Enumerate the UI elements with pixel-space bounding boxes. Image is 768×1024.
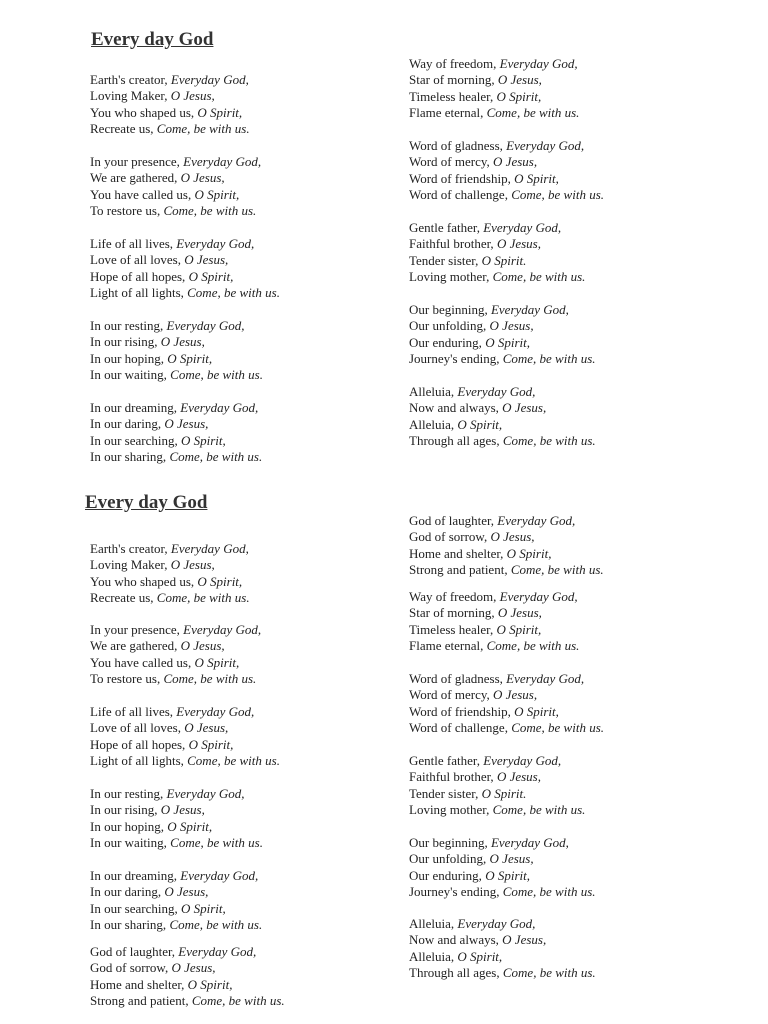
- line-response: O Spirit,: [167, 818, 213, 834]
- stanza-line: [409, 513, 604, 529]
- line-text: Loving Maker,: [90, 88, 171, 104]
- line-response: Everyday God,: [183, 622, 262, 637]
- stanza-line: [90, 917, 262, 933]
- stanza-line: [90, 541, 250, 557]
- line-response: Come, be with us.: [492, 802, 586, 818]
- line-response: Everyday God,: [499, 589, 578, 604]
- stanza-line: [409, 687, 604, 703]
- stanza-line: [409, 384, 596, 400]
- line-text: Word of friendship,: [409, 703, 515, 719]
- stanza-line: [90, 334, 263, 350]
- stanza-line: [409, 171, 604, 187]
- line-response: O Jesus,: [496, 236, 541, 252]
- line-response: Come, be with us.: [187, 753, 280, 769]
- line-text: Light of all lights,: [90, 285, 188, 301]
- stanza: [409, 220, 585, 286]
- line-text: Way of freedom,: [409, 56, 500, 71]
- line-response: Everyday God,: [457, 384, 536, 399]
- line-text: Our beginning,: [409, 835, 491, 850]
- line-response: Everyday God,: [483, 220, 562, 235]
- stanza: [90, 236, 280, 302]
- stanza-line: [409, 318, 596, 334]
- line-text: Way of freedom,: [409, 589, 500, 604]
- stanza-line: [409, 965, 596, 981]
- line-text: In our sharing,: [90, 449, 170, 465]
- line-text: Our enduring,: [409, 334, 486, 350]
- line-response: O Spirit,: [180, 432, 226, 448]
- line-response: Come, be with us.: [170, 367, 263, 383]
- line-text: Now and always,: [409, 400, 503, 416]
- line-response: O Jesus,: [160, 334, 205, 350]
- line-text: Strong and patient,: [90, 993, 192, 1009]
- line-response: Everyday God,: [497, 513, 576, 528]
- stanza-line: [409, 417, 596, 433]
- stanza: [409, 589, 579, 655]
- line-text: We are gathered,: [90, 638, 181, 654]
- stanza-line: [90, 449, 262, 465]
- line-text: In your presence,: [90, 622, 184, 637]
- line-response: O Spirit,: [457, 948, 503, 964]
- stanza: [90, 318, 263, 384]
- line-text: Loving mother,: [409, 802, 493, 818]
- stanza-line: [409, 220, 585, 236]
- line-text: Now and always,: [409, 932, 503, 948]
- line-response: Come, be with us.: [511, 720, 605, 736]
- line-text: God of sorrow,: [90, 960, 172, 976]
- line-response: O Spirit,: [514, 703, 559, 719]
- stanza-line: [90, 557, 250, 573]
- line-text: Our unfolding,: [409, 318, 490, 334]
- stanza: [409, 835, 596, 901]
- stanza-line: [409, 671, 604, 687]
- line-response: O Jesus,: [171, 960, 216, 976]
- line-response: O Jesus,: [497, 72, 542, 88]
- stanza-line: [409, 835, 596, 851]
- line-text: Through all ages,: [409, 433, 503, 449]
- line-response: O Jesus,: [496, 769, 541, 785]
- line-text: Life of all lives,: [90, 704, 177, 719]
- line-text: Alleluia,: [409, 948, 458, 964]
- line-response: Everyday God,: [166, 786, 245, 801]
- stanza: [409, 56, 579, 122]
- stanza-line: [90, 993, 285, 1009]
- line-text: Flame eternal,: [409, 105, 487, 121]
- line-response: O Spirit,: [188, 736, 234, 752]
- stanza-line: [409, 529, 604, 545]
- line-response: Come, be with us.: [492, 269, 586, 285]
- stanza-line: [90, 252, 280, 268]
- stanza-line: [409, 72, 579, 88]
- line-response: O Spirit,: [194, 654, 240, 670]
- stanza-line: [409, 187, 604, 203]
- line-text: Loving mother,: [409, 269, 493, 285]
- line-response: Everyday God,: [180, 400, 259, 415]
- line-response: O Jesus,: [502, 932, 547, 948]
- line-response: O Spirit,: [188, 268, 234, 284]
- line-text: We are gathered,: [90, 170, 181, 186]
- line-text: Alleluia,: [409, 384, 458, 399]
- stanza-line: [90, 318, 263, 334]
- line-text: Tender sister,: [409, 252, 482, 268]
- line-text: Journey's ending,: [409, 351, 503, 367]
- stanza: [90, 72, 250, 138]
- line-text: Hope of all hopes,: [90, 736, 189, 752]
- stanza-line: [409, 89, 579, 105]
- line-response: O Jesus,: [170, 557, 215, 573]
- page-title-top: Every day God: [91, 29, 214, 50]
- line-response: O Jesus,: [493, 687, 538, 703]
- stanza-line: [90, 203, 261, 219]
- line-response: Come, be with us.: [156, 590, 250, 606]
- line-text: Word of gladness,: [409, 138, 507, 153]
- line-response: O Spirit,: [197, 104, 243, 120]
- line-response: Come, be with us.: [502, 351, 596, 367]
- line-response: O Jesus,: [164, 884, 209, 900]
- stanza-line: [409, 433, 596, 449]
- stanza-line: [409, 884, 596, 900]
- stanza: [409, 753, 585, 819]
- stanza-line: [90, 574, 250, 590]
- line-response: Come, be with us.: [510, 562, 604, 578]
- stanza-line: [90, 105, 250, 121]
- stanza-line: [409, 546, 604, 562]
- stanza: [409, 671, 604, 737]
- stanza-line: [409, 154, 604, 170]
- line-text: Recreate us,: [90, 121, 157, 137]
- line-text: Faithful brother,: [409, 769, 497, 785]
- stanza-line: [90, 88, 250, 104]
- line-response: O Jesus,: [160, 802, 205, 818]
- line-response: Everyday God,: [166, 318, 245, 333]
- stanza: [90, 786, 263, 852]
- stanza-line: [409, 769, 585, 785]
- line-response: O Jesus,: [489, 318, 534, 334]
- stanza-line: [90, 802, 263, 818]
- line-text: Timeless healer,: [409, 88, 497, 104]
- stanza-line: [90, 901, 262, 917]
- line-response: Everyday God,: [499, 56, 578, 71]
- line-text: In our hoping,: [90, 350, 168, 366]
- line-response: Everyday God,: [183, 154, 262, 169]
- stanza-line: [409, 351, 596, 367]
- stanza-line: [90, 590, 250, 606]
- line-text: Our unfolding,: [409, 851, 490, 867]
- line-text: In our daring,: [90, 884, 165, 900]
- line-text: In our dreaming,: [90, 868, 181, 883]
- line-text: Hope of all hopes,: [90, 268, 189, 284]
- stanza: [409, 302, 596, 368]
- line-response: O Jesus,: [184, 252, 229, 268]
- line-response: Come, be with us.: [502, 433, 596, 449]
- line-text: In our dreaming,: [90, 400, 181, 415]
- stanza-line: [90, 753, 280, 769]
- stanza-line: [90, 737, 280, 753]
- line-text: God of sorrow,: [409, 529, 491, 545]
- line-text: God of laughter,: [90, 944, 179, 959]
- stanza: [409, 138, 604, 204]
- line-response: Everyday God,: [506, 138, 585, 153]
- line-text: Love of all loves,: [90, 252, 185, 268]
- line-text: God of laughter,: [409, 513, 498, 528]
- stanza: [90, 944, 285, 1010]
- line-response: Come, be with us.: [502, 965, 596, 981]
- line-response: Come, be with us.: [511, 187, 605, 203]
- stanza: [90, 400, 262, 466]
- line-text: Faithful brother,: [409, 236, 497, 252]
- stanza-line: [409, 253, 585, 269]
- stanza-line: [90, 236, 280, 252]
- line-text: Home and shelter,: [90, 976, 188, 992]
- stanza-line: [409, 949, 596, 965]
- stanza-line: [409, 932, 596, 948]
- stanza-line: [90, 960, 285, 976]
- line-text: Journey's ending,: [409, 884, 503, 900]
- line-response: Everyday God,: [490, 302, 569, 317]
- line-response: O Spirit,: [194, 186, 240, 202]
- stanza-line: [90, 819, 263, 835]
- stanza-line: [90, 400, 262, 416]
- line-response: Everyday God,: [178, 944, 257, 959]
- stanza-line: [90, 720, 280, 736]
- line-response: Come, be with us.: [486, 105, 580, 121]
- stanza-line: [90, 622, 261, 638]
- line-response: Everyday God,: [170, 72, 249, 87]
- line-text: Life of all lives,: [90, 236, 177, 251]
- line-text: Word of challenge,: [409, 720, 512, 736]
- line-response: Come, be with us.: [163, 203, 257, 219]
- line-response: O Spirit,: [457, 416, 503, 432]
- stanza-line: [90, 285, 280, 301]
- line-response: O Spirit,: [167, 350, 213, 366]
- stanza-line: [90, 416, 262, 432]
- line-response: O Spirit,: [506, 545, 552, 561]
- stanza: [90, 622, 261, 688]
- line-response: Come, be with us.: [191, 993, 285, 1009]
- line-text: Word of mercy,: [409, 154, 494, 170]
- stanza-line: [409, 638, 579, 654]
- line-response: O Jesus,: [490, 529, 535, 545]
- line-text: Light of all lights,: [90, 753, 188, 769]
- line-text: Love of all loves,: [90, 720, 185, 736]
- stanza-line: [90, 351, 263, 367]
- line-text: In our rising,: [90, 334, 161, 350]
- line-text: In our waiting,: [90, 835, 171, 851]
- line-text: Earth's creator,: [90, 72, 171, 87]
- line-text: Timeless healer,: [409, 621, 497, 637]
- line-text: Star of morning,: [409, 605, 498, 621]
- line-response: Come, be with us.: [502, 884, 596, 900]
- line-text: Flame eternal,: [409, 638, 487, 654]
- line-response: O Spirit,: [180, 900, 226, 916]
- line-response: O Spirit,: [485, 867, 530, 883]
- stanza-line: [409, 302, 596, 318]
- line-response: Everyday God,: [506, 671, 585, 686]
- line-text: In our searching,: [90, 900, 181, 916]
- line-text: In our hoping,: [90, 818, 168, 834]
- line-response: O Spirit,: [187, 976, 233, 992]
- stanza: [409, 384, 596, 450]
- stanza-line: [409, 605, 579, 621]
- stanza-line: [90, 121, 250, 137]
- stanza-line: [409, 269, 585, 285]
- line-text: Word of friendship,: [409, 170, 515, 186]
- line-response: O Spirit,: [496, 621, 542, 637]
- line-response: Everyday God,: [176, 704, 255, 719]
- line-text: In our daring,: [90, 416, 165, 432]
- stanza-line: [409, 851, 596, 867]
- line-text: Through all ages,: [409, 965, 503, 981]
- line-response: O Jesus,: [180, 638, 225, 654]
- stanza-line: [409, 916, 596, 932]
- line-response: O Jesus,: [184, 720, 229, 736]
- line-text: In our searching,: [90, 432, 181, 448]
- stanza-line: [409, 562, 604, 578]
- line-response: O Spirit,: [197, 573, 243, 589]
- stanza-line: [409, 704, 604, 720]
- stanza-line: [90, 72, 250, 88]
- stanza-line: [409, 335, 596, 351]
- stanza-line: [90, 868, 262, 884]
- line-text: Recreate us,: [90, 590, 157, 606]
- stanza-line: [409, 589, 579, 605]
- line-response: O Jesus,: [180, 170, 225, 186]
- stanza-line: [90, 170, 261, 186]
- line-text: In our rising,: [90, 802, 161, 818]
- stanza-line: [409, 786, 585, 802]
- stanza: [90, 704, 280, 770]
- stanza-line: [90, 187, 261, 203]
- line-text: You have called us,: [90, 654, 195, 670]
- line-response: Come, be with us.: [169, 917, 263, 933]
- line-text: In our resting,: [90, 786, 167, 801]
- line-text: In our waiting,: [90, 367, 171, 383]
- stanza-line: [90, 638, 261, 654]
- line-response: O Spirit.: [481, 785, 527, 801]
- stanza-line: [90, 835, 263, 851]
- stanza-line: [90, 154, 261, 170]
- line-response: Everyday God,: [457, 916, 536, 931]
- line-text: Tender sister,: [409, 785, 482, 801]
- stanza-line: [90, 367, 263, 383]
- stanza-line: [90, 786, 263, 802]
- stanza-line: [409, 802, 585, 818]
- line-text: Our enduring,: [409, 867, 486, 883]
- line-text: You who shaped us,: [90, 104, 198, 120]
- line-response: O Jesus,: [164, 416, 209, 432]
- stanza-line: [409, 236, 585, 252]
- line-response: O Jesus,: [493, 154, 538, 170]
- line-text: To restore us,: [90, 671, 164, 687]
- stanza-line: [90, 977, 285, 993]
- stanza-line: [409, 753, 585, 769]
- stanza-line: [409, 138, 604, 154]
- line-text: Earth's creator,: [90, 541, 171, 556]
- stanza-line: [90, 433, 262, 449]
- line-text: Word of mercy,: [409, 687, 494, 703]
- line-text: Word of challenge,: [409, 187, 512, 203]
- line-response: O Jesus,: [489, 851, 534, 867]
- line-response: Everyday God,: [180, 868, 259, 883]
- line-text: Alleluia,: [409, 916, 458, 931]
- line-response: O Spirit.: [481, 252, 527, 268]
- line-text: In our resting,: [90, 318, 167, 333]
- stanza-line: [409, 868, 596, 884]
- stanza: [90, 541, 250, 607]
- line-response: Come, be with us.: [187, 285, 280, 301]
- line-text: Star of morning,: [409, 72, 498, 88]
- stanza-line: [90, 884, 262, 900]
- line-text: Alleluia,: [409, 416, 458, 432]
- line-response: Everyday God,: [170, 541, 249, 556]
- line-response: O Spirit,: [514, 170, 559, 186]
- line-text: Home and shelter,: [409, 545, 507, 561]
- stanza-line: [409, 622, 579, 638]
- line-response: Come, be with us.: [156, 121, 250, 137]
- line-text: In our sharing,: [90, 917, 170, 933]
- stanza: [90, 154, 261, 220]
- stanza: [90, 868, 262, 934]
- line-text: Word of gladness,: [409, 671, 507, 686]
- stanza-line: [409, 105, 579, 121]
- line-response: O Spirit,: [496, 88, 542, 104]
- stanza: [409, 916, 596, 982]
- page-title-bottom: Every day God: [85, 492, 208, 513]
- stanza-line: [90, 671, 261, 687]
- line-response: Come, be with us.: [486, 638, 580, 654]
- line-text: To restore us,: [90, 203, 164, 219]
- line-text: You have called us,: [90, 186, 195, 202]
- stanza-line: [409, 400, 596, 416]
- line-response: Everyday God,: [176, 236, 255, 251]
- line-response: Come, be with us.: [163, 671, 257, 687]
- line-text: In your presence,: [90, 154, 184, 169]
- stanza-line: [409, 56, 579, 72]
- line-text: Gentle father,: [409, 220, 484, 235]
- line-response: O Spirit,: [485, 334, 530, 350]
- stanza-line: [90, 704, 280, 720]
- line-text: Our beginning,: [409, 302, 491, 317]
- line-response: Everyday God,: [490, 835, 569, 850]
- line-text: Gentle father,: [409, 753, 484, 768]
- stanza: [409, 513, 604, 579]
- line-text: Loving Maker,: [90, 557, 171, 573]
- line-response: O Jesus,: [170, 88, 215, 104]
- stanza-line: [90, 269, 280, 285]
- line-text: You who shaped us,: [90, 573, 198, 589]
- line-response: Come, be with us.: [170, 835, 263, 851]
- line-response: Come, be with us.: [169, 449, 263, 465]
- line-response: Everyday God,: [483, 753, 562, 768]
- line-text: Strong and patient,: [409, 562, 511, 578]
- line-response: O Jesus,: [497, 605, 542, 621]
- stanza-line: [90, 655, 261, 671]
- line-response: O Jesus,: [502, 400, 547, 416]
- stanza-line: [409, 720, 604, 736]
- stanza-line: [90, 944, 285, 960]
